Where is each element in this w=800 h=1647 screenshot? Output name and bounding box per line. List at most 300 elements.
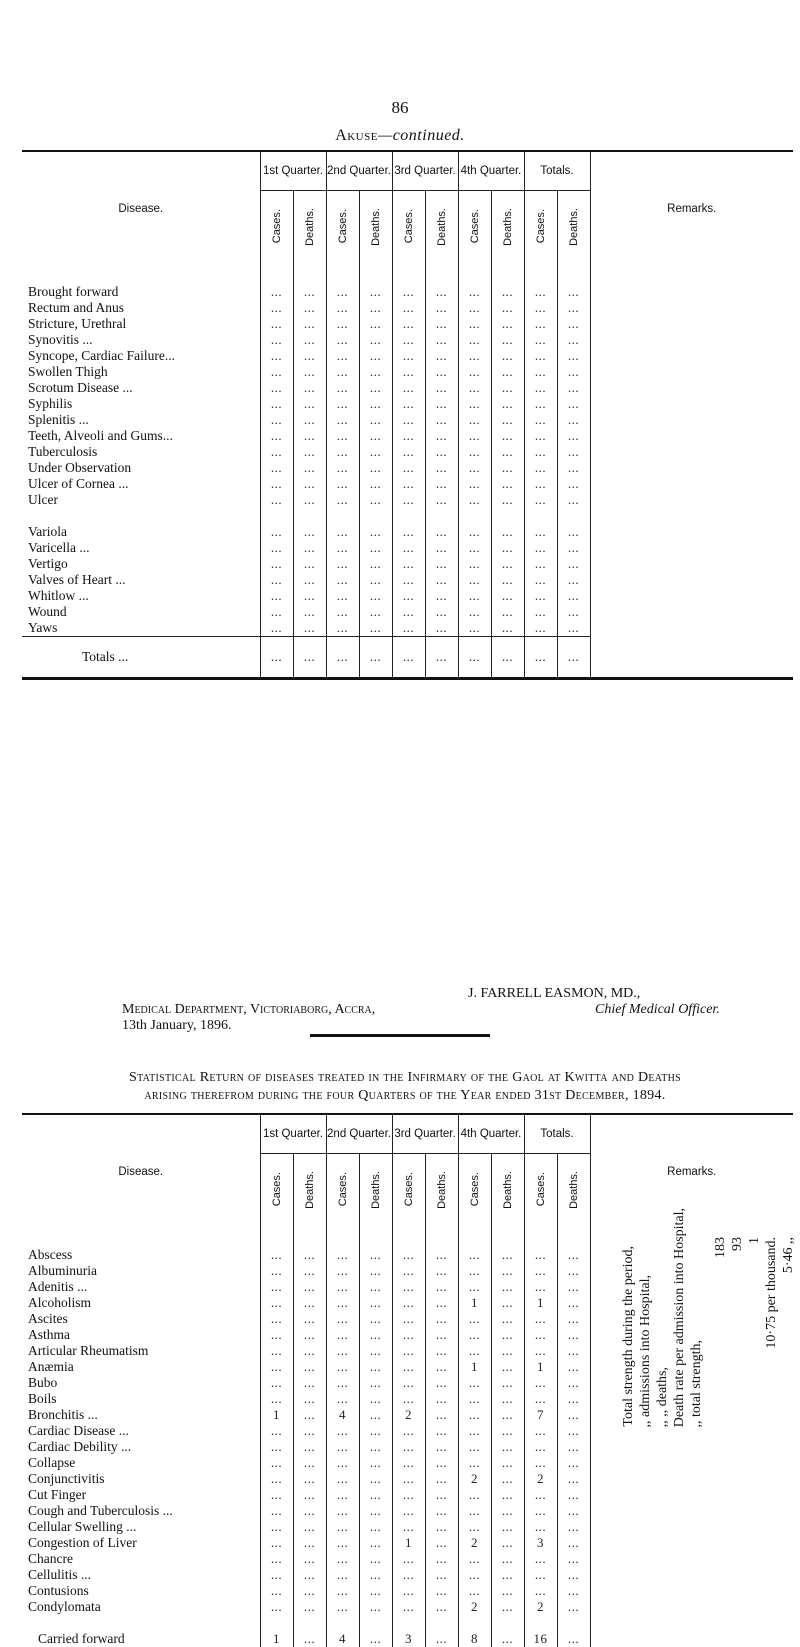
cases-cell: ... (260, 460, 293, 476)
cases-cell: ... (326, 1471, 359, 1487)
cases-cell: ... (524, 556, 557, 572)
deaths-cell: ... (359, 524, 392, 540)
deaths-cell: ... (491, 1599, 524, 1615)
cases-cell: ... (458, 300, 491, 316)
deaths-cell: ... (293, 1359, 326, 1375)
deaths-cell: ... (557, 588, 590, 604)
deaths-cell: ... (425, 396, 458, 412)
cases-cell: ... (326, 476, 359, 492)
disease-name: Brought forward (22, 266, 260, 300)
cases-header: Cases. (458, 1154, 491, 1230)
cases-cell: ... (260, 1423, 293, 1439)
totals-cell: ... (359, 637, 392, 679)
quarter-header: 4th Quarter. (458, 1114, 524, 1154)
deaths-cell: ... (359, 266, 392, 300)
quarter-header: 1st Quarter. (260, 1114, 326, 1154)
cases-cell: 4 (326, 1407, 359, 1423)
cases-cell: ... (326, 1327, 359, 1343)
cases-cell: ... (458, 396, 491, 412)
deaths-cell: ... (425, 266, 458, 300)
deaths-cell: ... (425, 1551, 458, 1567)
cases-cell: ... (392, 524, 425, 540)
deaths-cell: ... (359, 1551, 392, 1567)
cases-cell (392, 1615, 425, 1631)
carried-forward-cell: 1 (260, 1631, 293, 1647)
cases-cell: ... (260, 1295, 293, 1311)
cases-cell: ... (392, 572, 425, 588)
cases-cell (458, 1615, 491, 1631)
cases-cell: ... (524, 1279, 557, 1295)
cases-cell: ... (260, 556, 293, 572)
cases-cell: ... (392, 1599, 425, 1615)
remarks-label: ,, admissions into Hospital, (638, 1274, 653, 1427)
page-number: 86 (391, 98, 409, 117)
deaths-cell: ... (293, 524, 326, 540)
cases-cell: ... (458, 1503, 491, 1519)
cases-cell: ... (260, 1311, 293, 1327)
cases-cell: ... (458, 1567, 491, 1583)
cases-cell: ... (326, 1599, 359, 1615)
deaths-cell: ... (491, 540, 524, 556)
cases-cell (326, 508, 359, 524)
cases-cell: ... (524, 332, 557, 348)
deaths-cell: ... (293, 266, 326, 300)
deaths-header: Deaths. (359, 191, 392, 267)
cases-cell: ... (260, 316, 293, 332)
cases-cell: ... (260, 1229, 293, 1263)
deaths-cell: ... (425, 380, 458, 396)
deaths-cell: ... (557, 332, 590, 348)
cases-cell: ... (326, 1567, 359, 1583)
disease-name: Tuberculosis (22, 444, 260, 460)
cases-cell: ... (260, 300, 293, 316)
cases-cell: ... (326, 332, 359, 348)
disease-name: Asthma (22, 1327, 260, 1343)
deaths-cell: ... (557, 1311, 590, 1327)
deaths-cell: ... (491, 1439, 524, 1455)
remarks-label: ,, total strength, (689, 1339, 704, 1427)
cases-cell: ... (392, 396, 425, 412)
cases-cell (392, 508, 425, 524)
deaths-cell: ... (293, 1263, 326, 1279)
cases-cell: 1 (260, 1407, 293, 1423)
cases-cell: ... (326, 1359, 359, 1375)
deaths-cell: ... (491, 300, 524, 316)
cases-cell: ... (524, 1487, 557, 1503)
deaths-cell: ... (359, 620, 392, 637)
deaths-cell: ... (491, 1391, 524, 1407)
deaths-cell: ... (425, 1279, 458, 1295)
deaths-cell: ... (491, 1407, 524, 1423)
disease-name: Swollen Thigh (22, 364, 260, 380)
cases-cell: ... (392, 1583, 425, 1599)
cases-cell: ... (392, 588, 425, 604)
disease-name: Synovitis ... (22, 332, 260, 348)
deaths-cell: ... (557, 1343, 590, 1359)
signature-date: 13th January, 1896. (122, 1018, 232, 1033)
cases-cell: ... (392, 604, 425, 620)
cases-cell: ... (524, 1327, 557, 1343)
cases-header: Cases. (524, 191, 557, 267)
deaths-cell: ... (293, 412, 326, 428)
totals-cell: ... (326, 637, 359, 679)
cases-cell: ... (326, 266, 359, 300)
cases-cell: ... (326, 604, 359, 620)
cases-cell: ... (458, 1263, 491, 1279)
running-head-suffix: —continued. (377, 127, 465, 144)
disease-name: Under Observation (22, 460, 260, 476)
cases-cell: ... (392, 1439, 425, 1455)
cases-cell: ... (260, 1503, 293, 1519)
cases-cell: ... (458, 266, 491, 300)
cases-cell: ... (260, 396, 293, 412)
deaths-cell: ... (425, 588, 458, 604)
deaths-cell: ... (491, 460, 524, 476)
deaths-cell: ... (425, 556, 458, 572)
deaths-cell: ... (425, 1343, 458, 1359)
deaths-cell: ... (293, 1503, 326, 1519)
deaths-cell: ... (293, 364, 326, 380)
quarter-header: 1st Quarter. (260, 151, 326, 191)
cases-cell: ... (524, 476, 557, 492)
cases-cell: ... (326, 540, 359, 556)
deaths-cell: ... (425, 1391, 458, 1407)
deaths-cell: ... (491, 1375, 524, 1391)
deaths-cell: ... (293, 428, 326, 444)
deaths-cell: ... (293, 1423, 326, 1439)
cases-cell: ... (326, 556, 359, 572)
disease-name: Condylomata (22, 1599, 260, 1615)
table-row (22, 266, 793, 300)
deaths-cell (425, 508, 458, 524)
deaths-cell: ... (293, 1407, 326, 1423)
deaths-cell: ... (491, 316, 524, 332)
deaths-cell: ... (557, 364, 590, 380)
deaths-cell: ... (491, 524, 524, 540)
cases-cell: ... (392, 444, 425, 460)
totals-header: Totals. (524, 1114, 590, 1154)
cases-cell: ... (392, 266, 425, 300)
deaths-cell: ... (491, 412, 524, 428)
deaths-cell: ... (491, 1503, 524, 1519)
deaths-cell: ... (293, 1583, 326, 1599)
cases-cell (326, 1615, 359, 1631)
deaths-cell: ... (491, 1229, 524, 1263)
deaths-cell: ... (491, 332, 524, 348)
cases-cell: ... (260, 1471, 293, 1487)
quarter-header: 2nd Quarter. (326, 151, 392, 191)
deaths-cell: ... (359, 316, 392, 332)
cases-cell: ... (260, 1375, 293, 1391)
totals-cell: ... (392, 637, 425, 679)
deaths-cell: ... (359, 1423, 392, 1439)
deaths-cell: ... (425, 1229, 458, 1263)
totals-cell: ... (491, 637, 524, 679)
deaths-cell: ... (359, 1583, 392, 1599)
cases-cell: ... (458, 556, 491, 572)
deaths-cell: ... (293, 1391, 326, 1407)
deaths-cell: ... (491, 572, 524, 588)
deaths-header: Deaths. (359, 1154, 392, 1230)
deaths-cell: ... (359, 1327, 392, 1343)
cases-cell: ... (458, 1423, 491, 1439)
deaths-header: Deaths. (491, 191, 524, 267)
cases-cell: ... (458, 412, 491, 428)
cases-cell: ... (524, 1583, 557, 1599)
deaths-cell: ... (293, 1455, 326, 1471)
cases-cell: ... (458, 1439, 491, 1455)
disease-name: Stricture, Urethral (22, 316, 260, 332)
cases-cell: ... (524, 1229, 557, 1263)
deaths-cell (557, 508, 590, 524)
deaths-cell: ... (557, 444, 590, 460)
deaths-cell: ... (557, 1471, 590, 1487)
disease-name: Rectum and Anus (22, 300, 260, 316)
cases-cell: 1 (458, 1359, 491, 1375)
cases-cell (260, 1615, 293, 1631)
deaths-cell: ... (557, 476, 590, 492)
cases-cell: ... (392, 348, 425, 364)
cases-cell: ... (260, 380, 293, 396)
disease-name: Whitlow ... (22, 588, 260, 604)
remarks-header: Remarks. (667, 1166, 717, 1178)
cases-cell: ... (326, 316, 359, 332)
cases-cell: ... (260, 1567, 293, 1583)
cases-cell: ... (458, 1455, 491, 1471)
disease-name: Variola (22, 524, 260, 540)
deaths-cell: ... (293, 1487, 326, 1503)
remarks-value: 1 (747, 1237, 762, 1244)
deaths-cell: ... (359, 444, 392, 460)
deaths-cell: ... (359, 1599, 392, 1615)
disease-name: Ulcer (22, 492, 260, 508)
deaths-cell: ... (425, 1567, 458, 1583)
cases-header: Cases. (326, 191, 359, 267)
cases-cell: ... (392, 1423, 425, 1439)
cases-cell: ... (524, 604, 557, 620)
deaths-cell: ... (491, 604, 524, 620)
cases-cell: ... (524, 348, 557, 364)
deaths-cell: ... (293, 348, 326, 364)
disease-header: Disease. (22, 1114, 260, 1229)
deaths-cell: ... (425, 1519, 458, 1535)
cases-cell: ... (392, 1295, 425, 1311)
deaths-header: Deaths. (491, 1154, 524, 1230)
cases-cell: ... (392, 1327, 425, 1343)
disease-name: Cardiac Disease ... (22, 1423, 260, 1439)
deaths-cell: ... (425, 1455, 458, 1471)
cases-cell (524, 1615, 557, 1631)
cases-cell: ... (260, 412, 293, 428)
carried-forward-cell: 16 (524, 1631, 557, 1647)
remarks-header: Remarks. (667, 203, 717, 215)
cases-cell: 2 (458, 1471, 491, 1487)
cases-cell: 1 (524, 1295, 557, 1311)
deaths-cell: ... (293, 396, 326, 412)
cases-cell: ... (458, 1375, 491, 1391)
divider (310, 1034, 490, 1037)
deaths-cell (359, 508, 392, 524)
deaths-cell: ... (359, 332, 392, 348)
deaths-cell (557, 1615, 590, 1631)
cases-cell: ... (260, 540, 293, 556)
deaths-cell: ... (425, 1535, 458, 1551)
deaths-cell: ... (359, 1263, 392, 1279)
cases-cell: ... (326, 412, 359, 428)
deaths-cell: ... (425, 1263, 458, 1279)
cases-cell: ... (260, 588, 293, 604)
cases-cell: ... (260, 1487, 293, 1503)
deaths-cell: ... (359, 380, 392, 396)
deaths-cell: ... (359, 396, 392, 412)
deaths-cell: ... (425, 460, 458, 476)
deaths-cell: ... (293, 1519, 326, 1535)
cases-cell: ... (260, 266, 293, 300)
deaths-cell: ... (557, 1375, 590, 1391)
quarter-header: 4th Quarter. (458, 151, 524, 191)
deaths-cell: ... (491, 1279, 524, 1295)
deaths-cell: ... (359, 1295, 392, 1311)
deaths-cell: ... (425, 1423, 458, 1439)
deaths-cell: ... (425, 1375, 458, 1391)
cases-cell: ... (458, 332, 491, 348)
deaths-cell: ... (491, 1519, 524, 1535)
cases-cell: ... (524, 572, 557, 588)
disease-name: Splenitis ... (22, 412, 260, 428)
disease-name: Cut Finger (22, 1487, 260, 1503)
remarks-value: 10·75 per thousand. (764, 1237, 779, 1349)
akuse-disease-table (22, 150, 793, 680)
deaths-cell (359, 1615, 392, 1631)
deaths-cell: ... (557, 1327, 590, 1343)
deaths-cell: ... (557, 412, 590, 428)
cases-cell: ... (326, 1229, 359, 1263)
cases-cell: ... (524, 588, 557, 604)
deaths-cell: ... (293, 1327, 326, 1343)
deaths-cell: ... (293, 1311, 326, 1327)
disease-name: Alcoholism (22, 1295, 260, 1311)
cases-cell: ... (260, 1391, 293, 1407)
deaths-cell: ... (359, 1229, 392, 1263)
cases-cell: ... (458, 572, 491, 588)
cases-cell: ... (524, 316, 557, 332)
cases-cell: ... (392, 1359, 425, 1375)
quarter-header: 3rd Quarter. (392, 1114, 458, 1154)
deaths-cell: ... (425, 1359, 458, 1375)
cases-cell (524, 508, 557, 524)
cases-cell: ... (326, 348, 359, 364)
cases-cell: ... (260, 1599, 293, 1615)
deaths-cell: ... (557, 1599, 590, 1615)
cases-cell (458, 508, 491, 524)
deaths-cell: ... (557, 300, 590, 316)
disease-name: Scrotum Disease ... (22, 380, 260, 396)
disease-name: Contusions (22, 1583, 260, 1599)
deaths-cell: ... (557, 1567, 590, 1583)
deaths-cell: ... (425, 524, 458, 540)
totals-cell: ... (557, 637, 590, 679)
deaths-cell (293, 1615, 326, 1631)
remarks-statistics (612, 1207, 796, 1427)
deaths-cell (491, 1615, 524, 1631)
deaths-header: Deaths. (425, 191, 458, 267)
cases-cell: ... (326, 572, 359, 588)
cases-cell: ... (458, 1487, 491, 1503)
cases-cell: ... (326, 620, 359, 637)
deaths-cell: ... (293, 332, 326, 348)
deaths-cell: ... (425, 1503, 458, 1519)
deaths-cell: ... (491, 588, 524, 604)
deaths-cell: ... (425, 428, 458, 444)
disease-name: Albuminuria (22, 1263, 260, 1279)
totals-label: Totals ... (22, 637, 260, 679)
deaths-cell: ... (293, 492, 326, 508)
cases-cell: ... (524, 460, 557, 476)
cases-cell: ... (392, 1503, 425, 1519)
cases-cell: ... (458, 1391, 491, 1407)
totals-cell: ... (524, 637, 557, 679)
cases-cell: ... (392, 556, 425, 572)
deaths-cell: ... (491, 380, 524, 396)
deaths-cell: ... (293, 1471, 326, 1487)
deaths-cell: ... (359, 556, 392, 572)
deaths-header: Deaths. (293, 1154, 326, 1230)
carried-forward-cell: 3 (392, 1631, 425, 1647)
cases-cell: ... (458, 540, 491, 556)
deaths-cell: ... (359, 1455, 392, 1471)
deaths-cell: ... (293, 300, 326, 316)
deaths-cell: ... (359, 540, 392, 556)
disease-header: Disease. (22, 151, 260, 266)
deaths-cell: ... (491, 428, 524, 444)
cases-cell: ... (260, 428, 293, 444)
disease-name: Cellular Swelling ... (22, 1519, 260, 1535)
cases-cell: ... (458, 444, 491, 460)
deaths-cell: ... (293, 1551, 326, 1567)
deaths-cell: ... (359, 1471, 392, 1487)
disease-name: Abscess (22, 1229, 260, 1263)
deaths-cell: ... (293, 1375, 326, 1391)
cases-cell: ... (392, 1519, 425, 1535)
cases-cell: ... (326, 1439, 359, 1455)
deaths-cell: ... (293, 460, 326, 476)
deaths-cell: ... (359, 1407, 392, 1423)
deaths-cell: ... (425, 412, 458, 428)
cases-cell (260, 508, 293, 524)
totals-cell: ... (458, 637, 491, 679)
carried-forward-cell: ... (425, 1631, 458, 1647)
cases-cell: ... (260, 332, 293, 348)
deaths-cell: ... (491, 364, 524, 380)
deaths-cell: ... (491, 476, 524, 492)
cases-cell: ... (458, 1407, 491, 1423)
signature-name: J. FARRELL EASMON, MD., (468, 986, 641, 1001)
cases-cell: ... (458, 1519, 491, 1535)
deaths-cell: ... (491, 1311, 524, 1327)
cases-cell: ... (326, 396, 359, 412)
cases-cell: ... (326, 588, 359, 604)
deaths-cell: ... (359, 428, 392, 444)
deaths-cell: ... (491, 620, 524, 637)
deaths-cell: ... (491, 1359, 524, 1375)
cases-cell: ... (392, 412, 425, 428)
totals-cell: ... (425, 637, 458, 679)
deaths-cell: ... (359, 1487, 392, 1503)
deaths-cell: ... (425, 1311, 458, 1327)
quarter-header: 2nd Quarter. (326, 1114, 392, 1154)
cases-cell: ... (392, 1471, 425, 1487)
deaths-cell: ... (425, 492, 458, 508)
